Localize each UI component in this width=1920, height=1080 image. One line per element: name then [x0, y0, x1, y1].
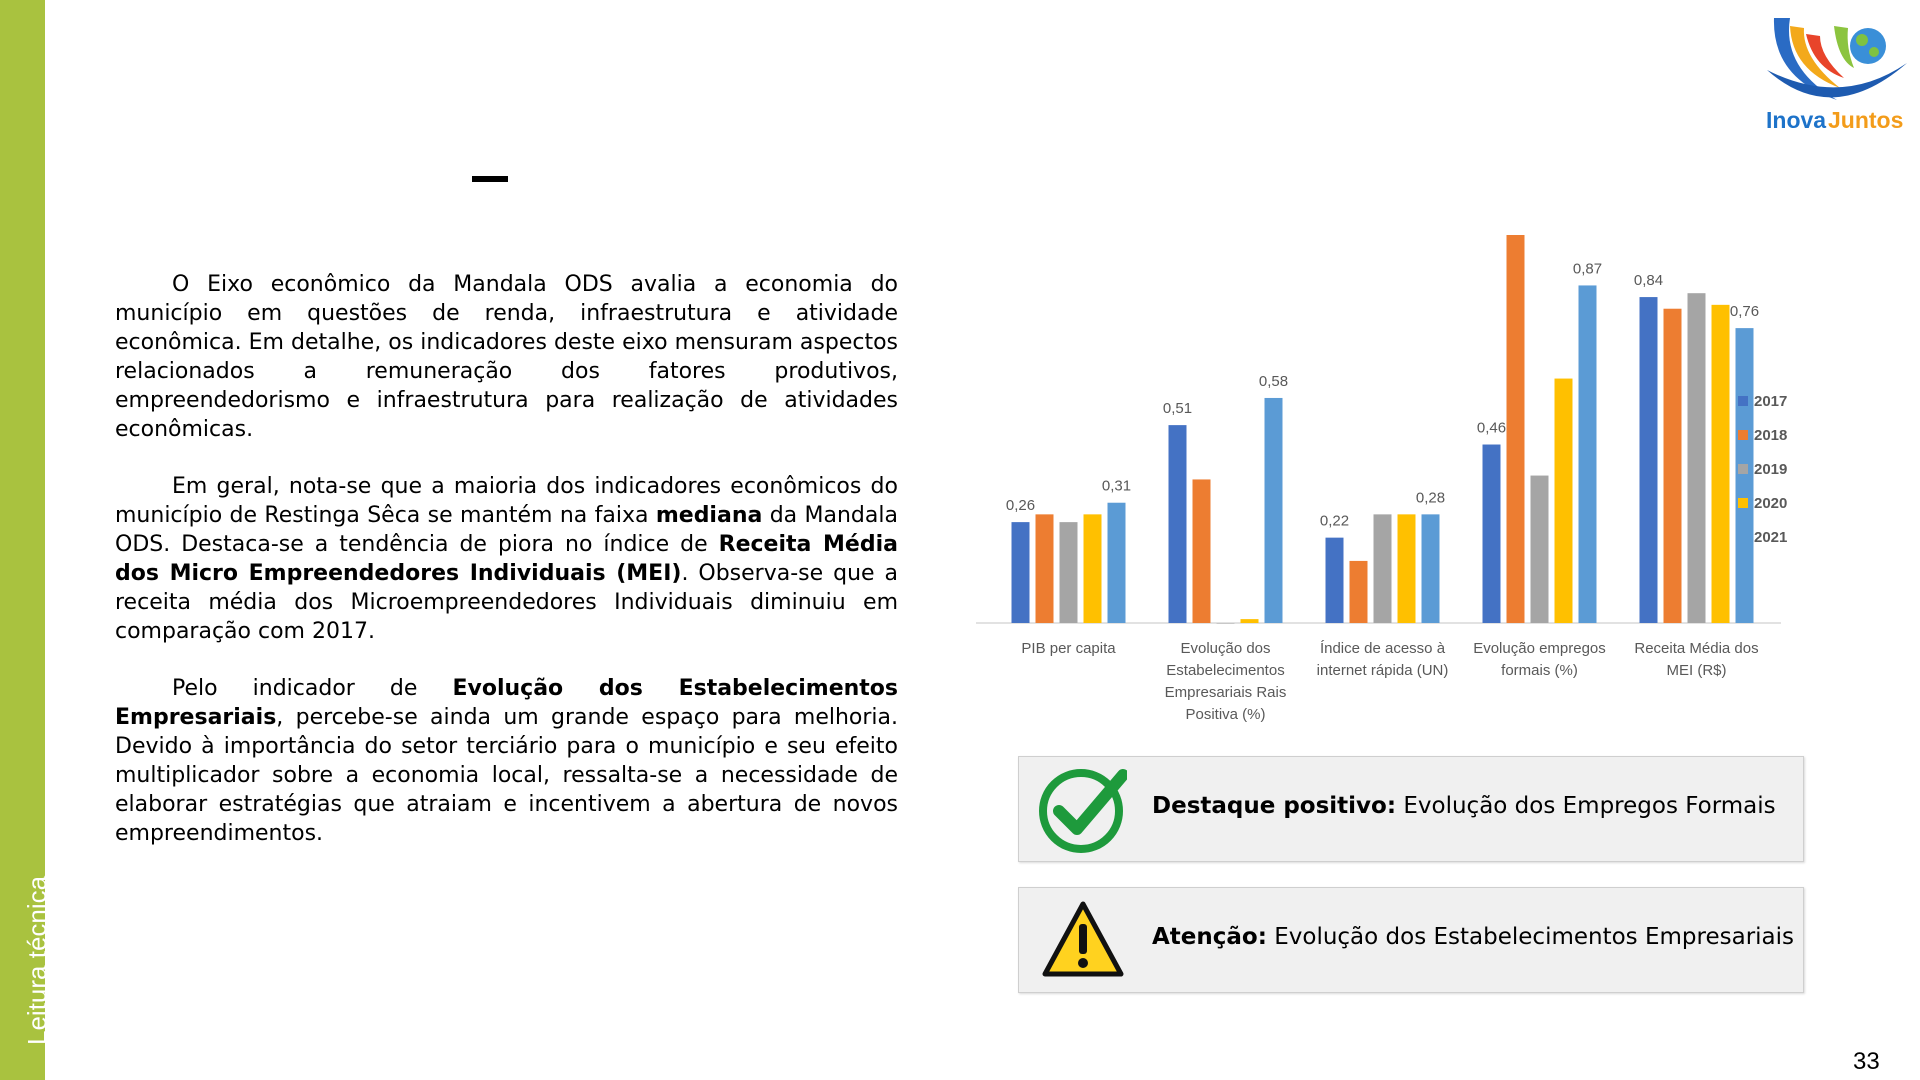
data-label: 0,87	[1572, 260, 1603, 278]
bar-2019-cat1	[1217, 623, 1235, 624]
paragraph-2: Em geral, nota-se que a maioria dos indicadores econômicos do município de Restinga Sêca se mantém na faixa mediana da Mandala ODS. Destaca-se a tendência de piora no índice de Receita Média dos Micro Empreendedores Individuais (MEI). Observa-se que a receita média dos Microempreendedores Individuais diminuiu em comparação com 2017.	[115, 474, 898, 644]
logo-text-juntos: Juntos	[1828, 107, 1904, 133]
category-label: Evolução empregos formais (%)	[1473, 640, 1606, 679]
category-label: PIB per capita	[1021, 640, 1116, 657]
category-label: Receita Média dos MEI (R$)	[1634, 640, 1759, 679]
logo-globe-land	[1856, 34, 1868, 46]
legend-swatch-2017	[1738, 396, 1748, 406]
title-dash	[472, 176, 508, 182]
data-label: 0,26	[1005, 497, 1036, 515]
body-text	[115, 270, 898, 876]
bar-2017-cat4	[1640, 297, 1658, 623]
bar-2019-cat2	[1374, 514, 1392, 623]
bar-2021-cat4	[1736, 328, 1754, 623]
warning-icon	[1039, 896, 1127, 984]
logo-globe	[1850, 28, 1886, 64]
data-label: 0,51	[1162, 400, 1193, 418]
bar-2018-cat1	[1193, 479, 1211, 623]
page-number: 33	[1853, 1048, 1880, 1075]
inova-juntos-logo	[1762, 8, 1912, 138]
positive-highlight-box	[1018, 756, 1804, 862]
legend-label-2019: 2019	[1754, 461, 1788, 478]
data-label: 0,58	[1258, 372, 1289, 390]
category-label: Índice de acesso à internet rápida (UN)	[1316, 640, 1449, 679]
bar-2020-cat3	[1555, 379, 1573, 623]
bar-2020-cat2	[1398, 514, 1416, 623]
bar-chart	[960, 215, 1800, 735]
bar-2021-cat1	[1265, 398, 1283, 623]
paragraph-1: O Eixo econômico da Mandala ODS avalia a economia do município em questões de renda, infraestrutura e atividade econômica. Em detalhe, os indicadores deste eixo mensuram aspectos relacionados a remuneração dos fatores produtivos, empreendedorismo e infraestrutura para realização de atividades econômicas.	[115, 272, 898, 442]
legend-swatch-2019	[1738, 464, 1748, 474]
bar-2017-cat1	[1169, 425, 1187, 623]
bar-2021-cat2	[1422, 514, 1440, 623]
bar-2018-cat0	[1036, 514, 1054, 623]
data-label: 0,31	[1101, 477, 1132, 495]
bar-2021-cat0	[1108, 503, 1126, 623]
data-label: 0,28	[1415, 489, 1446, 507]
section-label: Leitura técnica	[22, 875, 52, 1045]
bar-2018-cat2	[1350, 561, 1368, 623]
bar-2020-cat0	[1084, 514, 1102, 623]
bar-2018-cat3	[1507, 235, 1525, 623]
legend-swatch-2018	[1738, 430, 1748, 440]
legend-swatch-2021	[1738, 532, 1748, 542]
checkmark-icon	[1039, 765, 1127, 853]
data-label: 0,76	[1729, 303, 1760, 321]
data-label: 0,22	[1319, 512, 1350, 530]
bar-2017-cat2	[1326, 538, 1344, 623]
bar-2020-cat1	[1241, 619, 1259, 623]
legend-label-2017: 2017	[1754, 393, 1788, 410]
bar-2021-cat3	[1579, 285, 1597, 623]
data-label: 0,84	[1633, 272, 1664, 290]
bar-2017-cat0	[1012, 522, 1030, 623]
logo-arc	[1767, 63, 1907, 97]
bar-2019-cat0	[1060, 522, 1078, 623]
data-label: 0,46	[1476, 419, 1507, 437]
legend-label-2020: 2020	[1754, 495, 1788, 512]
bar-2020-cat4	[1712, 305, 1730, 623]
paragraph-3: Pelo indicador de Evolução dos Estabelecimentos Empresariais, percebe-se ainda um grande espaço para melhoria. Devido à importância do setor terciário para o município e seu efeito multiplicador sobre a economia local, ressalta-se a necessidade de elaborar estratégias que atraiam e incentivem a abertura de novos empreendimentos.	[115, 676, 898, 846]
logo-text-inova: Inova	[1766, 107, 1827, 133]
bar-2018-cat4	[1664, 309, 1682, 623]
attention-text: Atenção: Evolução dos Estabelecimentos Empresariais	[1152, 924, 1795, 950]
legend-label-2018: 2018	[1754, 427, 1788, 444]
bar-2019-cat3	[1531, 476, 1549, 623]
positive-highlight-text: Destaque positivo: Evolução dos Empregos Formais	[1152, 793, 1776, 819]
sidebar-strip	[0, 0, 52, 1080]
category-label: Evolução dos Estabelecimentos Empresariais Rais Positiva (%)	[1164, 640, 1287, 723]
attention-box	[1018, 887, 1804, 993]
legend-label-2021: 2021	[1754, 529, 1788, 546]
bar-2017-cat3	[1483, 445, 1501, 623]
legend-swatch-2020	[1738, 498, 1748, 508]
logo-globe-land-2	[1869, 47, 1879, 57]
bar-2019-cat4	[1688, 293, 1706, 623]
